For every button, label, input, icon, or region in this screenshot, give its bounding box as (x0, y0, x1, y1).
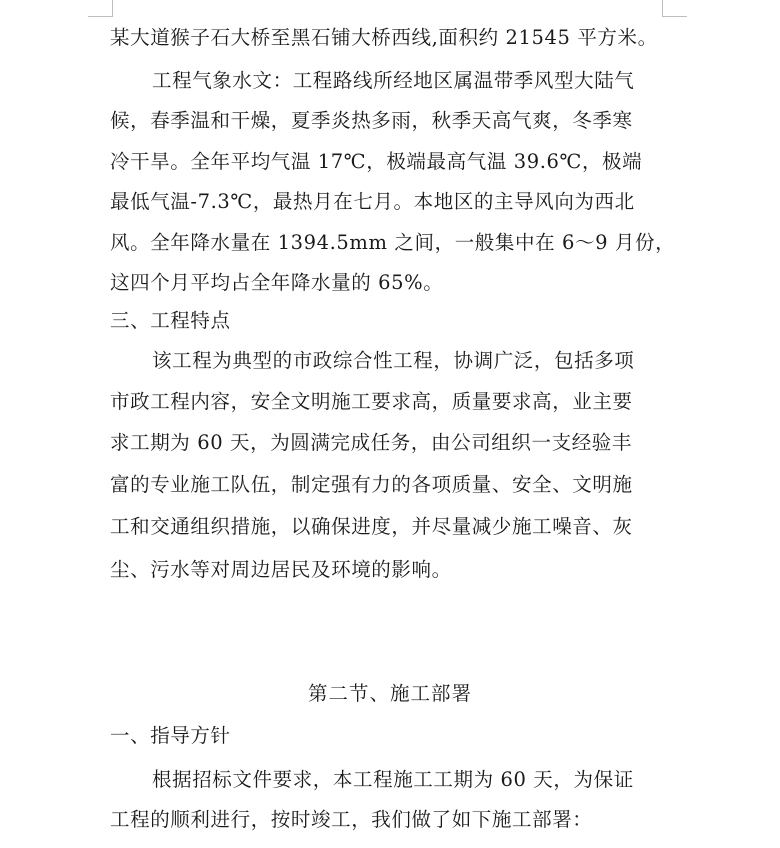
paragraph-line: 富的专业施工队伍，制定强有力的各项质量、安全、文明施 (110, 473, 633, 496)
chapter-heading: 第二节、施工部署 (307, 682, 472, 705)
page-margin-mark-right (662, 0, 687, 17)
section-heading: 一、指导方针 (110, 724, 231, 747)
paragraph-line: 市政工程内容，安全文明施工要求高，质量要求高，业主要 (110, 390, 633, 413)
page-margin-mark-left (88, 0, 113, 17)
paragraph-line: 风。全年降水量在 1394.5mm 之间，一般集中在 6～9 月份， (110, 231, 676, 254)
paragraph-line: 候，春季温和干燥，夏季炎热多雨，秋季天高气爽，冬季寒 (110, 109, 633, 132)
paragraph-line: 某大道猴子石大桥至黑石铺大桥西线,面积约 21545 平方米。 (110, 26, 658, 49)
paragraph-line: 工程气象水文：工程路线所经地区属温带季风型大陆气 (152, 69, 635, 92)
paragraph-line: 最低气温-7.3℃，最热月在七月。本地区的主导风向为西北 (110, 190, 635, 213)
paragraph-line: 这四个月平均占全年降水量的 65%。 (110, 271, 444, 294)
section-heading: 三、工程特点 (110, 309, 231, 332)
paragraph-line: 该工程为典型的市政综合性工程，协调广泛，包括多项 (152, 349, 635, 372)
paragraph-line: 根据招标文件要求，本工程施工工期为 60 天，为保证 (152, 768, 634, 791)
paragraph-line: 工程的顺利进行，按时竣工，我们做了如下施工部署： (110, 808, 593, 831)
paragraph-line: 工和交通组织措施，以确保进度，并尽量减少施工噪音、灰 (110, 515, 633, 538)
paragraph-line: 求工期为 60 天，为圆满完成任务，由公司组织一支经验丰 (110, 431, 633, 454)
paragraph-line: 冷干旱。全年平均气温 17℃，极端最高气温 39.6℃，极端 (110, 150, 643, 173)
paragraph-line: 尘、污水等对周边居民及环境的影响。 (110, 558, 452, 581)
